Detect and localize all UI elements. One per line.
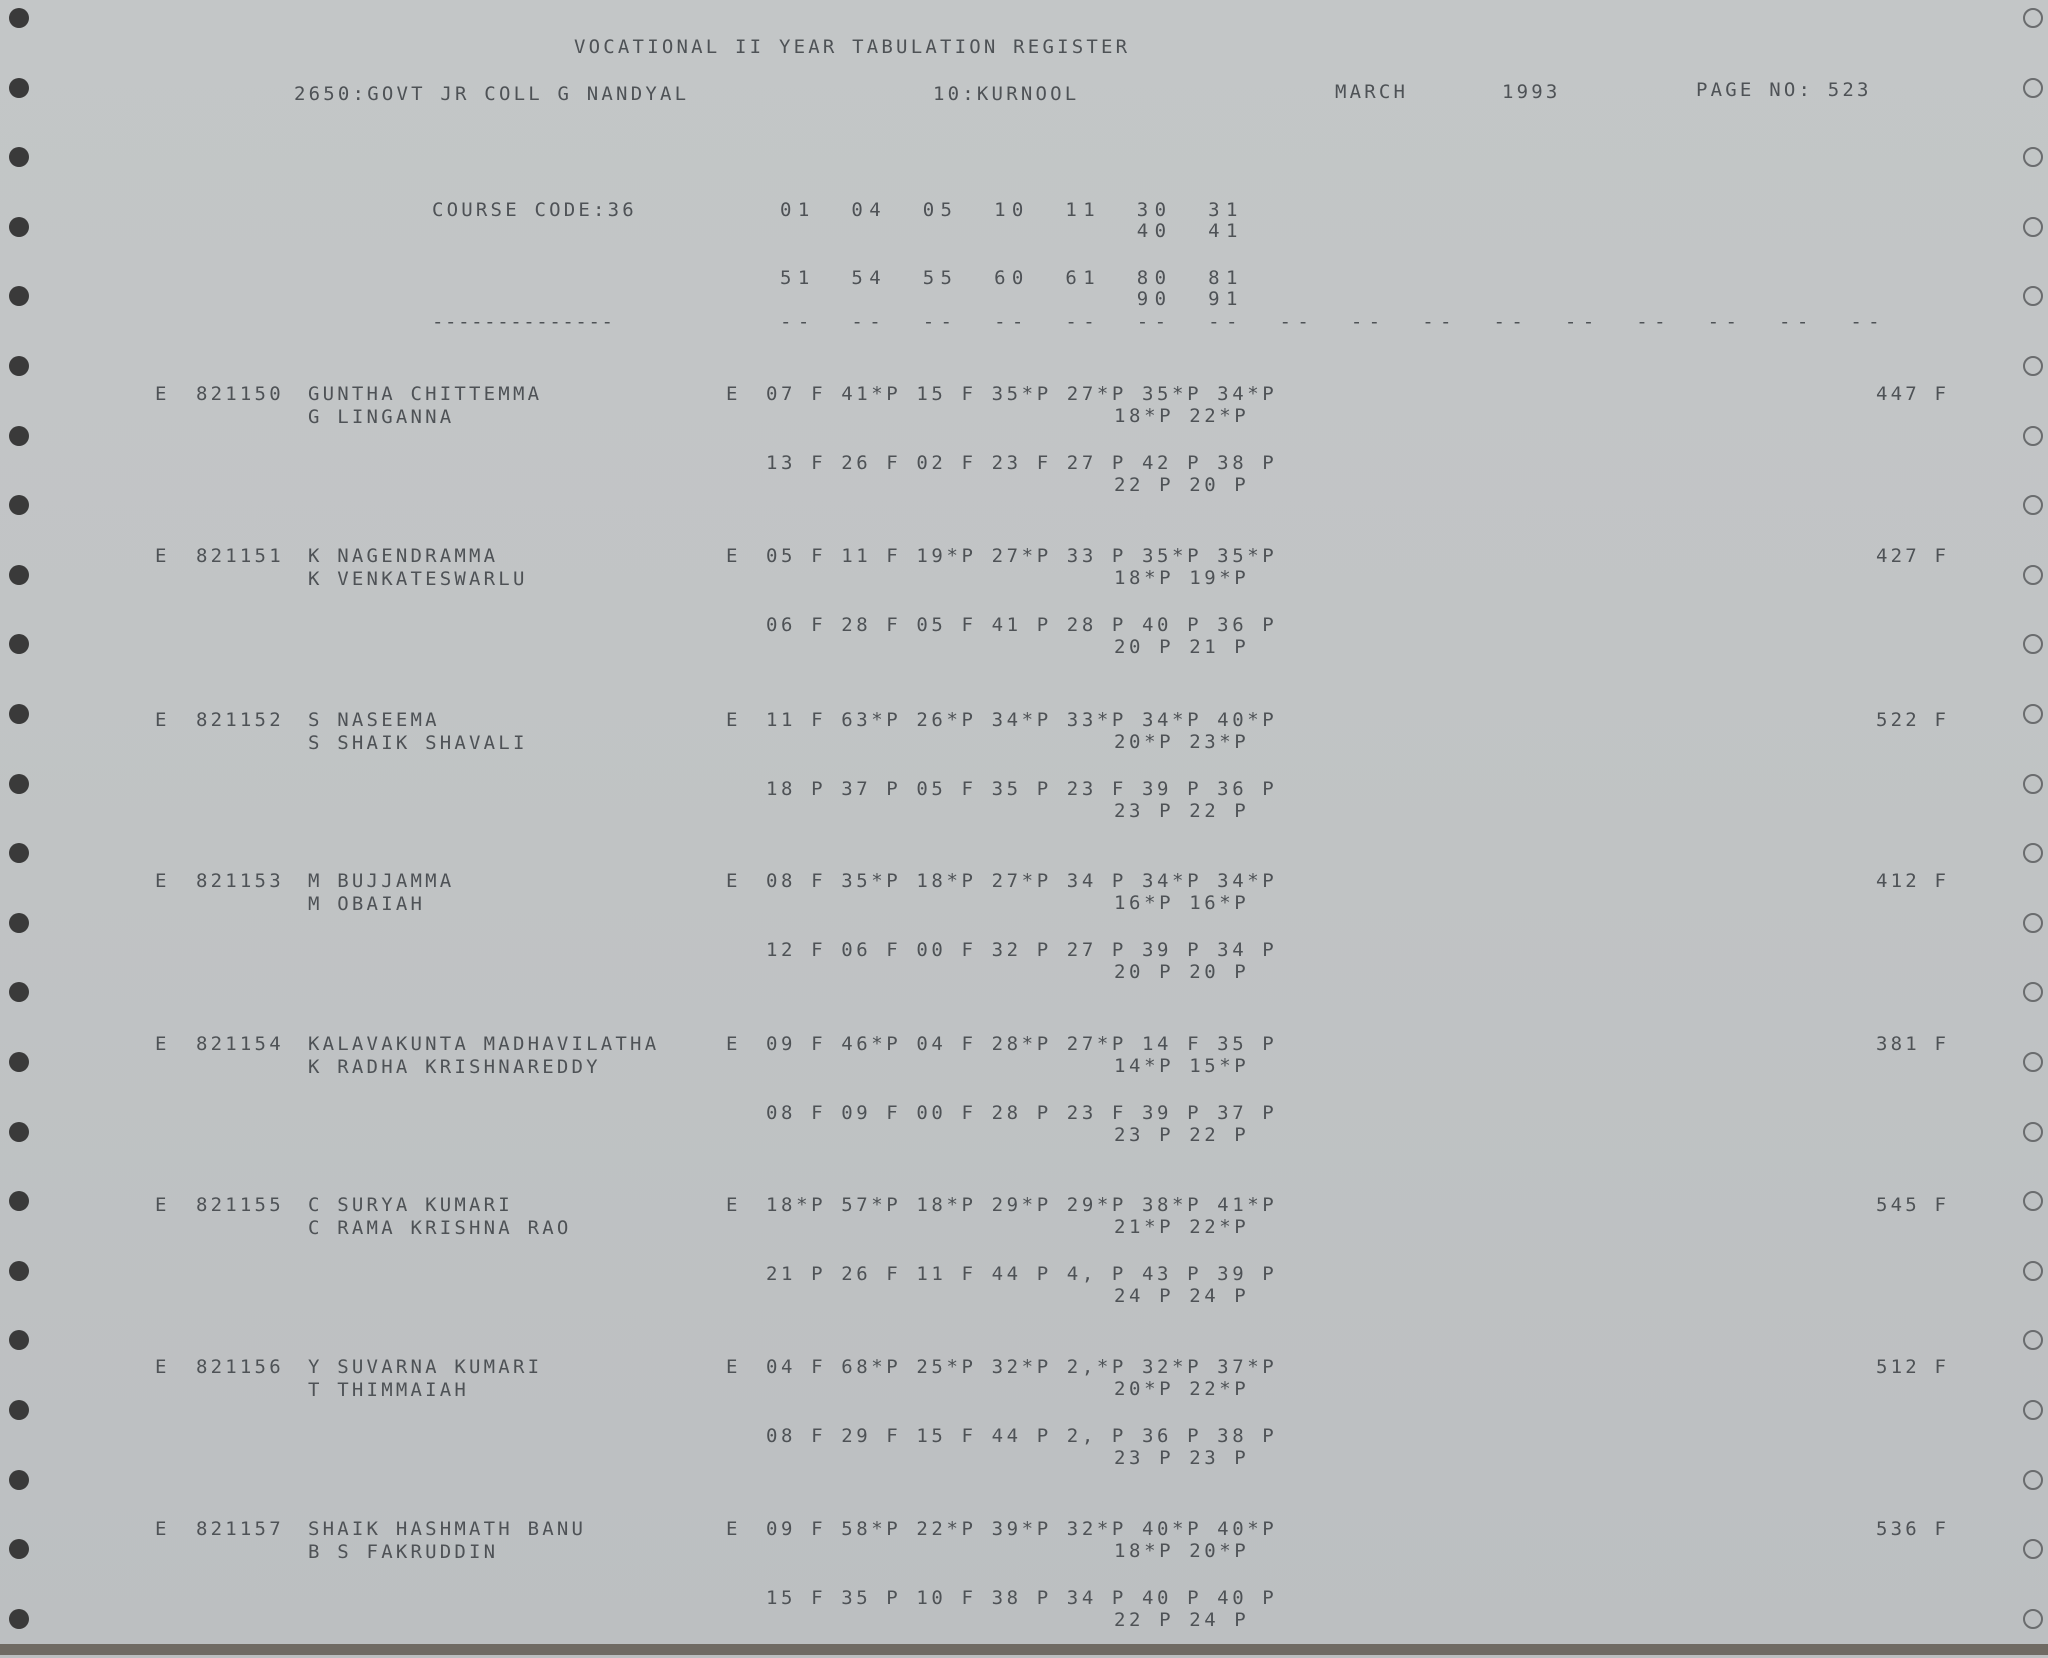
marks-line-4: 22 P 24 P bbox=[1114, 1609, 1250, 1631]
group-code: E bbox=[726, 1518, 741, 1540]
marks-line-4: 20 P 20 P bbox=[1114, 961, 1250, 983]
total-marks: 522 F bbox=[1876, 709, 1950, 731]
marks-line-3: 18 P 37 P 05 F 35 P 23 F 39 P 36 P bbox=[766, 778, 1278, 800]
marks-line-2: 21*P 22*P bbox=[1114, 1216, 1250, 1238]
student-record bbox=[0, 709, 2048, 849]
feed-hole bbox=[9, 356, 29, 376]
feed-hole bbox=[2023, 147, 2043, 167]
marks-line-4: 22 P 20 P bbox=[1114, 474, 1250, 496]
marks-line-3: 15 F 35 P 10 F 38 P 34 P 40 P 40 P bbox=[766, 1587, 1278, 1609]
roll-number: 821155 bbox=[196, 1194, 284, 1216]
marks-line-1: 18*P 57*P 18*P 29*P 29*P 38*P 41*P bbox=[766, 1194, 1278, 1216]
total-marks: 512 F bbox=[1876, 1356, 1950, 1378]
marks-line-2: 20*P 22*P bbox=[1114, 1378, 1250, 1400]
exam-year: 1993 bbox=[1502, 81, 1561, 103]
medium-code: E bbox=[155, 1033, 170, 1055]
subject-codes-row-4: 90 91 bbox=[780, 288, 1244, 310]
feed-hole bbox=[9, 217, 29, 237]
group-code: E bbox=[726, 870, 741, 892]
student-record bbox=[0, 545, 2048, 685]
college-name: 2650:GOVT JR COLL G NANDYAL bbox=[294, 83, 690, 105]
father-name: K VENKATESWARLU bbox=[308, 568, 528, 590]
subject-codes-row-3: 51 54 55 60 61 80 81 bbox=[780, 267, 1244, 289]
student-name: Y SUVARNA KUMARI bbox=[308, 1356, 543, 1378]
marks-line-2: 18*P 20*P bbox=[1114, 1540, 1250, 1562]
marks-line-3: 08 F 09 F 00 F 28 P 23 F 39 P 37 P bbox=[766, 1102, 1278, 1124]
student-name: C SURYA KUMARI bbox=[308, 1194, 513, 1216]
page-number: PAGE NO: 523 bbox=[1696, 79, 1872, 101]
medium-code: E bbox=[155, 709, 170, 731]
student-name: KALAVAKUNTA MADHAVILATHA bbox=[308, 1033, 660, 1055]
marks-line-3: 21 P 26 F 11 F 44 P 4, P 43 P 39 P bbox=[766, 1263, 1278, 1285]
feed-hole bbox=[9, 147, 29, 167]
father-name: C RAMA KRISHNA RAO bbox=[308, 1217, 572, 1239]
subject-codes-row-1: 01 04 05 10 11 30 31 bbox=[780, 199, 1244, 221]
subject-codes-row-2: 40 41 bbox=[780, 220, 1244, 242]
student-record bbox=[0, 1033, 2048, 1173]
group-code: E bbox=[726, 1356, 741, 1378]
student-record bbox=[0, 383, 2048, 523]
student-name: S NASEEMA bbox=[308, 709, 440, 731]
marks-line-2: 18*P 19*P bbox=[1114, 567, 1250, 589]
marks-line-4: 23 P 22 P bbox=[1114, 1124, 1250, 1146]
marks-line-2: 16*P 16*P bbox=[1114, 892, 1250, 914]
marks-line-2: 18*P 22*P bbox=[1114, 405, 1250, 427]
group-code: E bbox=[726, 1194, 741, 1216]
header-underline-left: -------------- bbox=[432, 311, 615, 333]
marks-line-1: 05 F 11 F 19*P 27*P 33 P 35*P 35*P bbox=[766, 545, 1278, 567]
roll-number: 821151 bbox=[196, 545, 284, 567]
medium-code: E bbox=[155, 1356, 170, 1378]
marks-line-3: 13 F 26 F 02 F 23 F 27 P 42 P 38 P bbox=[766, 452, 1278, 474]
father-name: M OBAIAH bbox=[308, 893, 426, 915]
medium-code: E bbox=[155, 545, 170, 567]
marks-line-2: 20*P 23*P bbox=[1114, 731, 1250, 753]
roll-number: 821157 bbox=[196, 1518, 284, 1540]
marks-line-4: 24 P 24 P bbox=[1114, 1285, 1250, 1307]
feed-hole bbox=[2023, 356, 2043, 376]
roll-number: 821153 bbox=[196, 870, 284, 892]
marks-line-3: 06 F 28 F 05 F 41 P 28 P 40 P 36 P bbox=[766, 614, 1278, 636]
group-code: E bbox=[726, 709, 741, 731]
header-underline-right: -- -- -- -- -- -- -- -- -- -- -- -- -- -- -- -- bbox=[780, 311, 1887, 333]
roll-number: 821156 bbox=[196, 1356, 284, 1378]
marks-line-4: 23 P 23 P bbox=[1114, 1447, 1250, 1469]
marks-line-1: 09 F 46*P 04 F 28*P 27*P 14 F 35 P bbox=[766, 1033, 1278, 1055]
student-name: GUNTHA CHITTEMMA bbox=[308, 383, 543, 405]
student-name: M BUJJAMMA bbox=[308, 870, 455, 892]
roll-number: 821152 bbox=[196, 709, 284, 731]
student-record bbox=[0, 1518, 2048, 1658]
student-name: K NAGENDRAMMA bbox=[308, 545, 499, 567]
feed-hole bbox=[2023, 286, 2043, 306]
marks-line-1: 11 F 63*P 26*P 34*P 33*P 34*P 40*P bbox=[766, 709, 1278, 731]
register-title: VOCATIONAL II YEAR TABULATION REGISTER bbox=[574, 36, 1131, 58]
medium-code: E bbox=[155, 1518, 170, 1540]
marks-line-3: 08 F 29 F 15 F 44 P 2, P 36 P 38 P bbox=[766, 1425, 1278, 1447]
feed-hole bbox=[2023, 78, 2043, 98]
marks-line-2: 14*P 15*P bbox=[1114, 1055, 1250, 1077]
father-name: T THIMMAIAH bbox=[308, 1379, 470, 1401]
marks-line-4: 20 P 21 P bbox=[1114, 636, 1250, 658]
marks-line-1: 08 F 35*P 18*P 27*P 34 P 34*P 34*P bbox=[766, 870, 1278, 892]
total-marks: 381 F bbox=[1876, 1033, 1950, 1055]
roll-number: 821154 bbox=[196, 1033, 284, 1055]
medium-code: E bbox=[155, 1194, 170, 1216]
medium-code: E bbox=[155, 383, 170, 405]
group-code: E bbox=[726, 545, 741, 567]
total-marks: 427 F bbox=[1876, 545, 1950, 567]
father-name: G LINGANNA bbox=[308, 406, 455, 428]
student-record bbox=[0, 1194, 2048, 1334]
father-name: S SHAIK SHAVALI bbox=[308, 732, 528, 754]
marks-line-1: 07 F 41*P 15 F 35*P 27*P 35*P 34*P bbox=[766, 383, 1278, 405]
student-record bbox=[0, 1356, 2048, 1496]
father-name: K RADHA KRISHNAREDDY bbox=[308, 1056, 601, 1078]
feed-hole bbox=[2023, 8, 2043, 28]
total-marks: 545 F bbox=[1876, 1194, 1950, 1216]
district-name: 10:KURNOOL bbox=[933, 83, 1080, 105]
student-record bbox=[0, 870, 2048, 1010]
roll-number: 821150 bbox=[196, 383, 284, 405]
total-marks: 412 F bbox=[1876, 870, 1950, 892]
medium-code: E bbox=[155, 870, 170, 892]
course-code: COURSE CODE:36 bbox=[432, 199, 637, 221]
marks-line-1: 09 F 58*P 22*P 39*P 32*P 40*P 40*P bbox=[766, 1518, 1278, 1540]
feed-hole bbox=[9, 286, 29, 306]
father-name: B S FAKRUDDIN bbox=[308, 1541, 499, 1563]
feed-hole bbox=[9, 8, 29, 28]
total-marks: 447 F bbox=[1876, 383, 1950, 405]
total-marks: 536 F bbox=[1876, 1518, 1950, 1540]
feed-hole bbox=[2023, 217, 2043, 237]
group-code: E bbox=[726, 383, 741, 405]
feed-hole bbox=[9, 78, 29, 98]
group-code: E bbox=[726, 1033, 741, 1055]
student-name: SHAIK HASHMATH BANU bbox=[308, 1518, 587, 1540]
marks-line-3: 12 F 06 F 00 F 32 P 27 P 39 P 34 P bbox=[766, 939, 1278, 961]
marks-line-4: 23 P 22 P bbox=[1114, 800, 1250, 822]
marks-line-1: 04 F 68*P 25*P 32*P 2,*P 32*P 37*P bbox=[766, 1356, 1278, 1378]
exam-month: MARCH bbox=[1335, 81, 1409, 103]
